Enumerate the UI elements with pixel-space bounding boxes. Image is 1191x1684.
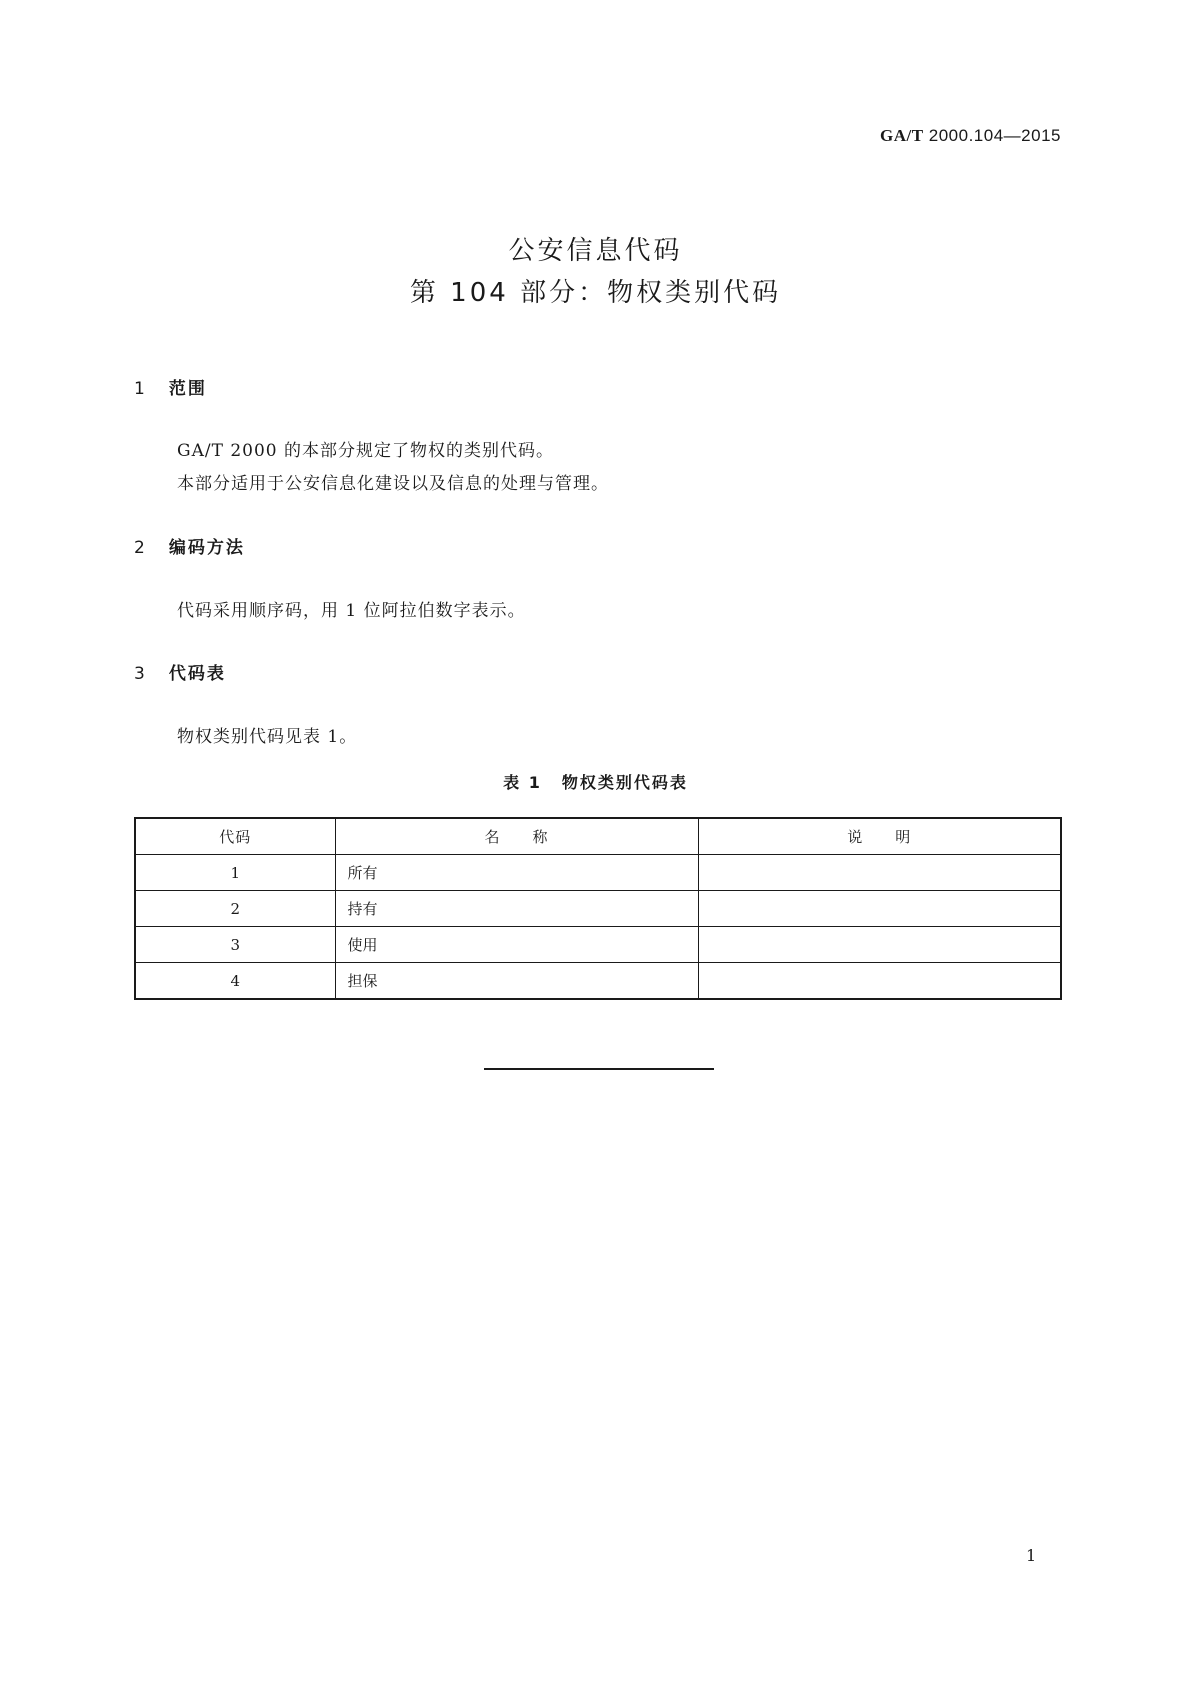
cell-note	[698, 963, 1061, 1000]
column-header-name: 名 称	[335, 818, 698, 855]
paragraph: 代码采用顺序码，用 1 位阿拉伯数字表示。	[177, 601, 526, 621]
section-heading-encoding	[134, 533, 245, 558]
table-caption-label: 表 1	[503, 773, 542, 792]
table-caption-title: 物权类别代码表	[561, 773, 688, 792]
cell-note	[698, 927, 1061, 963]
table-row	[135, 963, 1061, 1000]
table-row	[135, 891, 1061, 927]
section-title: 范围	[168, 379, 207, 399]
table-row	[135, 855, 1061, 891]
column-header-code: 代码	[135, 818, 335, 855]
end-of-document-rule	[484, 1068, 714, 1070]
table-caption	[0, 770, 1191, 793]
cell-code: 1	[135, 855, 335, 891]
cell-code: 2	[135, 891, 335, 927]
cell-code: 4	[135, 963, 335, 1000]
cell-note	[698, 891, 1061, 927]
paragraph: 本部分适用于公安信息化建设以及信息的处理与管理。	[177, 474, 609, 494]
cell-name: 所有	[335, 855, 698, 891]
paragraph: 物权类别代码见表 1。	[177, 727, 358, 747]
standard-prefix: GA/T	[879, 126, 924, 145]
table-header-row	[135, 818, 1061, 855]
section-title: 代码表	[168, 664, 226, 684]
section-heading-scope	[134, 374, 207, 399]
section-title: 编码方法	[168, 538, 245, 558]
section-number: 2	[134, 538, 147, 558]
cell-name: 持有	[335, 891, 698, 927]
document-subtitle: 第 104 部分：物权类别代码	[409, 278, 782, 308]
cell-name: 担保	[335, 963, 698, 1000]
standard-number: 2000.104—2015	[928, 126, 1061, 145]
page-number: 1	[1026, 1546, 1037, 1565]
cell-note	[698, 855, 1061, 891]
cell-code: 3	[135, 927, 335, 963]
section-number: 1	[134, 379, 147, 399]
cell-name: 使用	[335, 927, 698, 963]
paragraph: GA/T 2000 的本部分规定了物权的类别代码。	[177, 441, 554, 461]
section-heading-code-table	[134, 659, 226, 684]
column-header-note: 说 明	[698, 818, 1061, 855]
section-number: 3	[134, 664, 147, 684]
document-title: 公安信息代码	[508, 236, 683, 266]
standard-code	[880, 126, 1061, 146]
code-table	[134, 817, 1062, 1000]
table-row	[135, 927, 1061, 963]
